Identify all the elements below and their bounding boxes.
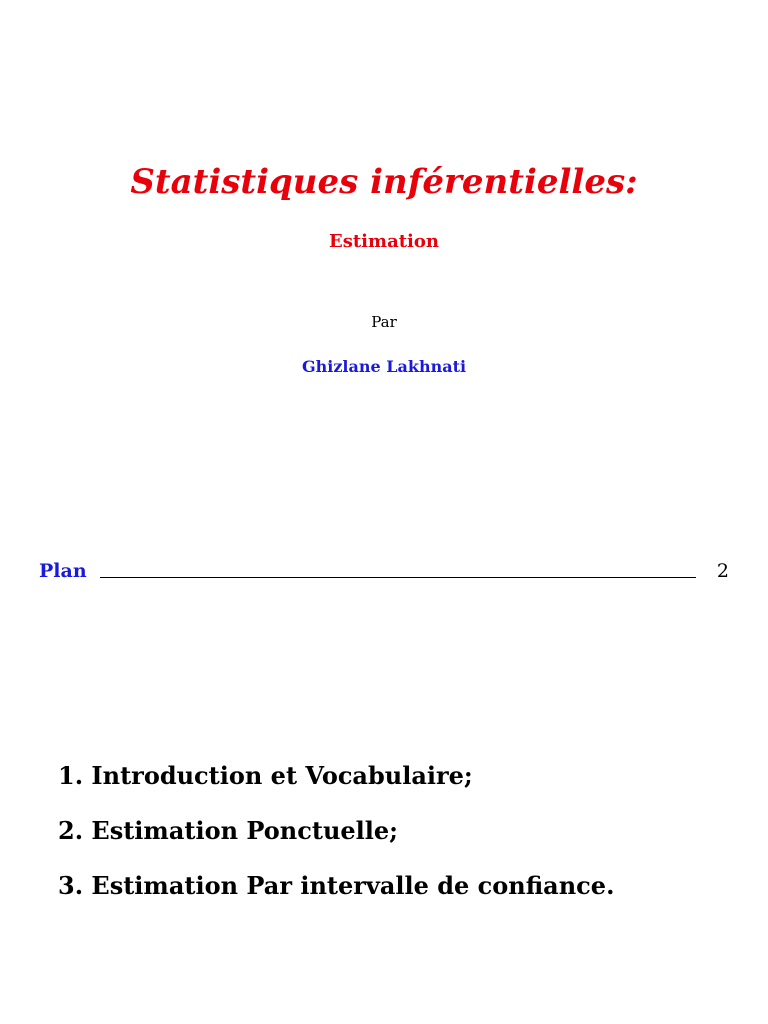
plan-heading: Plan — [39, 560, 87, 582]
author-name: Ghizlane Lakhnati — [301, 357, 467, 376]
plan-item-interval-estimation: 3. Estimation Par intervalle de confiance. — [58, 871, 615, 900]
page-number: 2 — [716, 560, 729, 582]
document-title: Statistiques inférentielles: — [130, 162, 638, 202]
by-label: Par — [371, 313, 397, 331]
plan-item-introduction: 1. Introduction et Vocabulaire; — [58, 761, 473, 790]
header-rule — [100, 577, 696, 578]
plan-list — [58, 760, 748, 925]
plan-item-point-estimation: 2. Estimation Ponctuelle; — [58, 816, 399, 845]
document-subtitle: Estimation — [329, 231, 439, 252]
plan-header — [39, 558, 729, 584]
